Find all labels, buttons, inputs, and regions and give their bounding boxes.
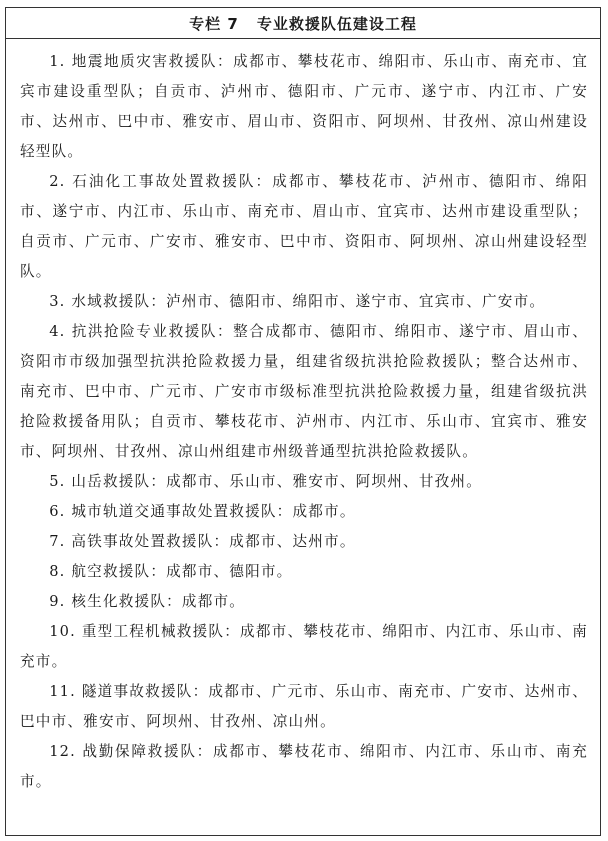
box-content <box>6 39 600 797</box>
feature-box <box>5 7 601 836</box>
list-item: 10. 重型工程机械救援队：成都市、攀枝花市、绵阳市、内江市、乐山市、南充市。 <box>20 623 588 670</box>
list-item: 6. 城市轨道交通事故处置救援队：成都市。 <box>49 503 356 520</box>
list-item: 11. 隧道事故救援队：成都市、广元市、乐山市、南充市、广安市、达州市、巴中市、雅安市、阿坝州、甘孜州、凉山州。 <box>20 683 588 730</box>
list-item: 9. 核生化救援队：成都市。 <box>49 593 246 610</box>
list-item: 8. 航空救援队：成都市、德阳市。 <box>49 563 293 580</box>
list-item: 1. 地震地质灾害救援队：成都市、攀枝花市、绵阳市、乐山市、南充市、宜宾市建设重型队；自贡市、泸州市、德阳市、广元市、遂宁市、内江市、广安市、达州市、巴中市、雅安市、眉山市、资阳市、阿坝州、甘孜州、凉山州建设轻型队。 <box>20 53 588 160</box>
list-item: 7. 高铁事故处置救援队：成都市、达州市。 <box>49 533 356 550</box>
list-item: 4. 抗洪抢险专业救援队：整合成都市、德阳市、绵阳市、遂宁市、眉山市、资阳市市级加强型抗洪抢险救援力量，组建省级抗洪抢险救援队；整合达州市、南充市、巴中市、广元市、广安市市级标准型抗洪抢险救援力量，组建省级抗洪抢险救援备用队；自贡市、攀枝花市、泸州市、内江市、乐山市、宜宾市、雅安市、阿坝州、甘孜州、凉山州组建市州级普通型抗洪抢险救援队。 <box>20 323 588 460</box>
list-item: 5. 山岳救援队：成都市、乐山市、雅安市、阿坝州、甘孜州。 <box>49 473 482 490</box>
box-header <box>6 8 600 39</box>
list-item: 3. 水域救援队：泸州市、德阳市、绵阳市、遂宁市、宜宾市、广安市。 <box>49 293 546 310</box>
list-item: 12. 战勤保障救援队：成都市、攀枝花市、绵阳市、内江市、乐山市、南充市。 <box>20 743 588 790</box>
box-title: 专业救援队伍建设工程 <box>256 14 417 33</box>
list-item: 2. 石油化工事故处置救援队：成都市、攀枝花市、泸州市、德阳市、绵阳市、遂宁市、内江市、乐山市、南充市、眉山市、宜宾市、达州市建设重型队；自贡市、广元市、广安市、雅安市、巴中市、资阳市、阿坝州、凉山州建设轻型队。 <box>20 173 588 280</box>
box-label: 专栏 7 <box>189 14 239 33</box>
